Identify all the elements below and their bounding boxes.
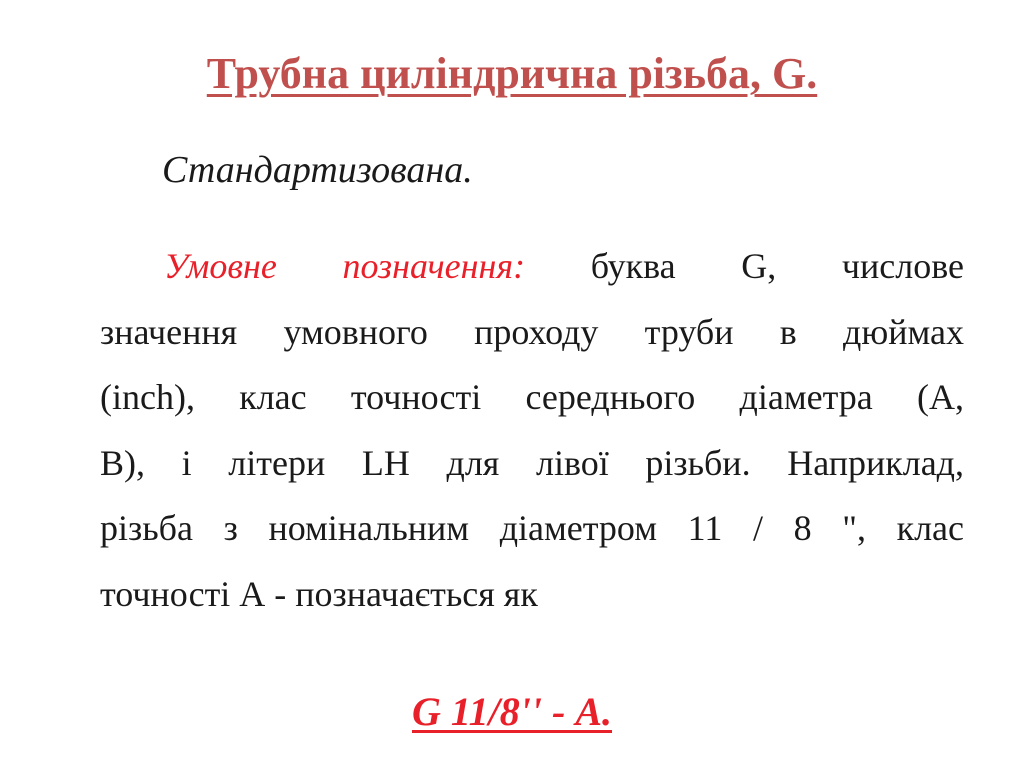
body-paragraph: [100, 234, 964, 627]
slide-title: Трубна циліндрична різьба, G.: [206, 49, 818, 98]
paragraph-line-1: [100, 234, 964, 300]
subtitle: Стандартизована.: [162, 149, 473, 191]
paragraph-line-5: різьба з номінальним діаметром 11 / 8 ", клас: [100, 508, 964, 548]
paragraph-line-3: (inch), клас точності середнього діаметра (А,: [100, 377, 964, 417]
paragraph-line-6: точності А - позначається як: [100, 573, 538, 614]
paragraph-line-2: значення умовного проходу труби в дюймах: [100, 311, 964, 352]
paragraph-line-text: буква G, числове: [590, 246, 964, 286]
thread-designation-example: G 11/8'' - А.: [411, 689, 613, 734]
designation-label: Умовне позначення:: [164, 246, 526, 286]
paragraph-line-4: В), і літери LH для лівої різьби. Наприклад,: [100, 442, 964, 483]
